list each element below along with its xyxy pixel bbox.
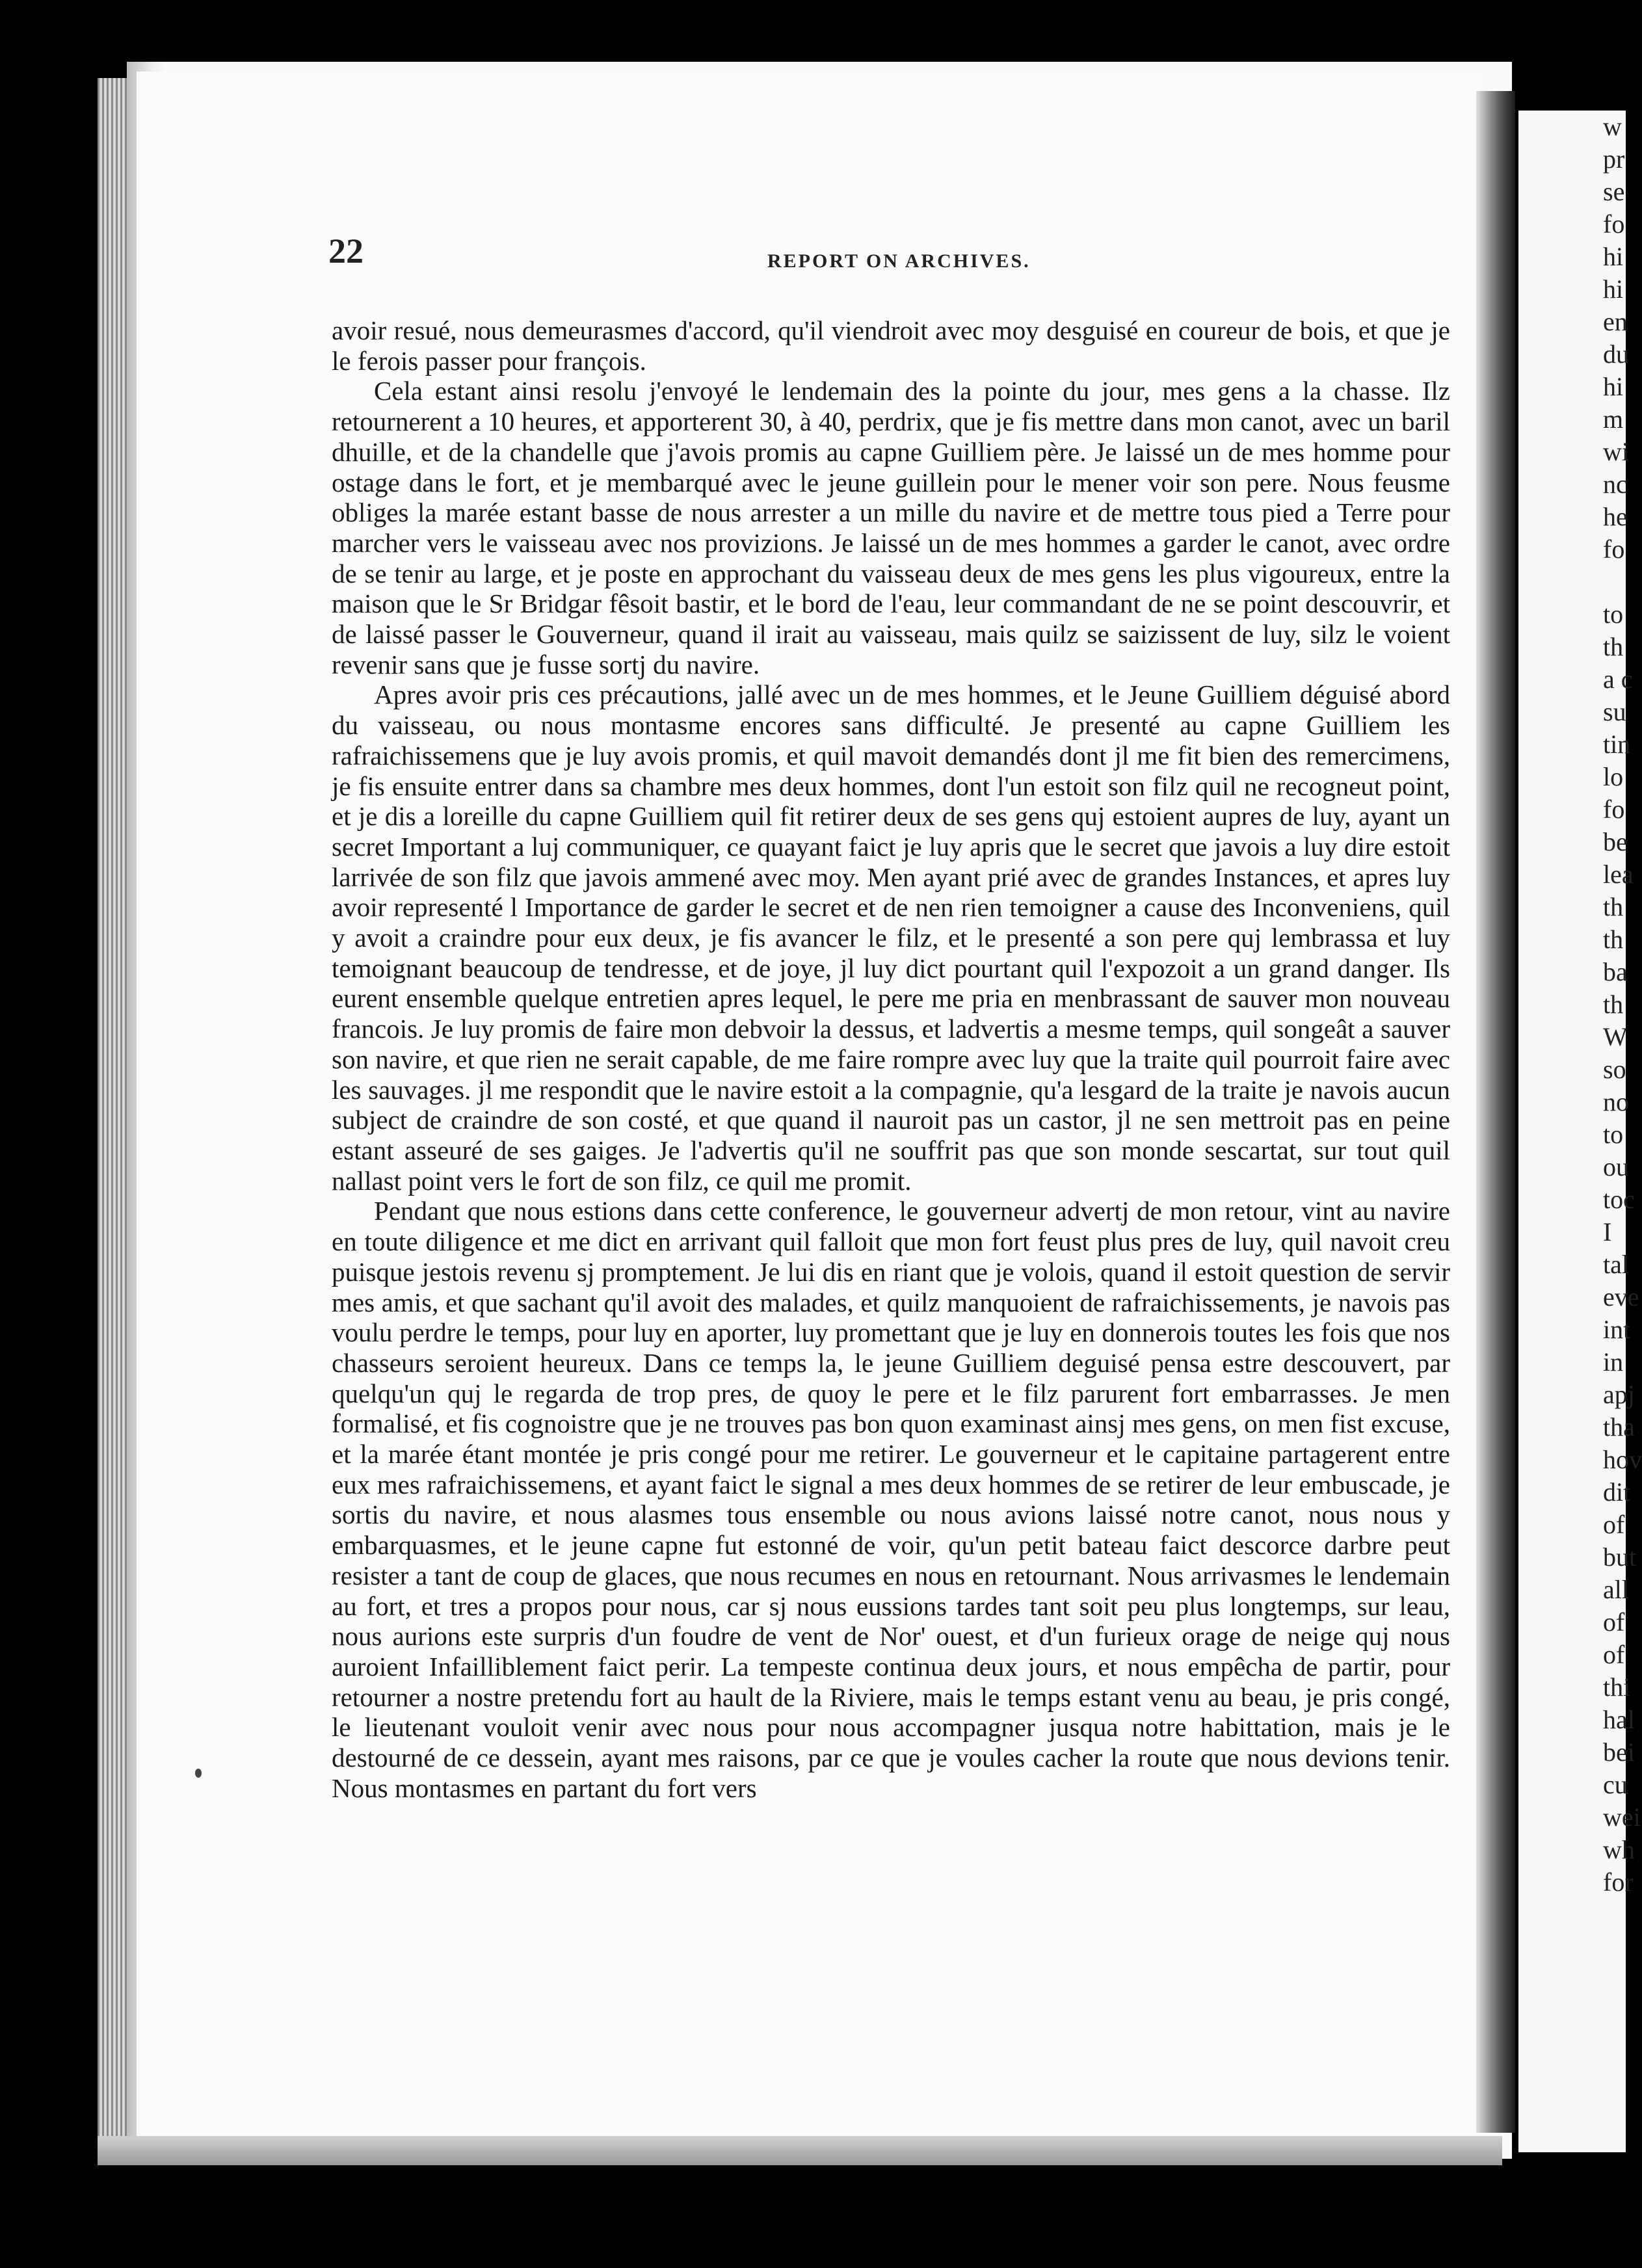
facing-page-fragment: wei [1603,1802,1641,1832]
facing-page-fragment: dit [1603,1477,1631,1507]
facing-page-fragment: nc [1603,469,1628,499]
facing-page-fragment: th [1603,925,1624,954]
facing-page-fragment: but [1603,1542,1637,1572]
facing-page-fragment: thi [1603,1672,1631,1702]
facing-page-fragment: lea [1603,860,1634,889]
book-gutter [1476,91,1515,2133]
paragraph: Apres avoir pris ces précautions, jallé avec un de mes hommes, et le Jeune Guilliem déguisé abord du vaisseau, ou nous montasme encores sans difficulté. Je presenté au capne Guilliem les rafraichissemens que je luy avois promis, et quil mavoit demandés dont jl me fit bien des remercimens, je fis ensuite entrer dans sa chambre mes deux hommes, dont l'un estoit son filz quil ne recogneut point, et je dis a loreille du capne Guilliem quil fit retirer deux de ses gens quj estoient aupres de luy, ayant un secret Important a luj communiquer, ce quayant faict je luy apris que le secret que javois a luy dire estoit larrivée de son filz que javois ammené avec moy. Men ayant prié avec de grandes Instances, et apres luy avoir representé l Importance de garder le secret et de nen rien temoigner a cause des Inconveniens, quil y avoit a craindre pour eux deux, je fis avancer le filz, et le presenté a son pere quj lembrassa et luy temoignant beaucoup de tendresse, et de joye, jl luy dict pourtant quil l'expozoit a un grand danger. Ils eurent ensemble quelque entretien apres lequel, le pere me pria en menbrassant de sauver mon nouveau francois. Je luy promis de faire mon debvoir la dessus, et ladvertis a mesme temps, quil songeât a sauver son navire, et que rien ne serait capable, de me faire rompre avec luy que la traite quil pourroit faire avec les sauvages. jl me respondit que le navire estoit a la compagnie, qu'a lesgard de la traite je navois aucun subject de craindre de son costé, et que quand il nauroit pas un castor, jl ne sen mettroit pas en peine estant asseuré de ses gaiges. Je l'advertis qu'il ne souffrit pas que son monde sescartat, sur tout quil nallast point vers le fort de son filz, ce quil me promit. [332,679,1450,1196]
facing-page-fragment: apj [1603,1380,1635,1409]
facing-page-fragment: pr [1603,144,1625,174]
facing-page-fragment: hi [1603,372,1624,401]
facing-page-fragment: so [1603,1055,1626,1084]
facing-page-fragment: fo [1603,534,1625,564]
body-text [332,315,1450,1803]
facing-page-fragments [1518,111,1642,1899]
facing-page-fragment: th [1603,892,1624,921]
facing-page-fragment: m [1603,404,1624,434]
paragraph: Cela estant ainsi resolu j'envoyé le lendemain des la pointe du jour, mes gens a la chasse. Ilz retournerent a 10 heures, et apporterent 30, à 40, perdrix, que je fis mettre dans mon canot, avec un baril dhuille, et de la chandelle que j'avois promis au capne Guilliem père. Je laissé un de mes homme pour ostage dans le fort, et je membarqué avec le jeune guillein pour le mener voir son pere. Nous feusme obliges la marée estant basse de nous arrester a un mille du navire et de mettre tous pied a Terre pour marcher vers le vaisseau avec nos provizions. Je laissé un de mes hommes a garder le canot, avec ordre de se tenir au large, et je poste en approchant du vaisseau deux de mes gens les plus vigoureux, entre la maison que le Sr Bridgar fêsoit bastir, et le bord de l'eau, leur commandant de ne se point descouvrir, et de laissé passer le Gouverneur, quand il irait au vaisseau, mais quilz se saizissent de luy, silz le voient revenir sans que je fusse sortj du navire. [332,376,1450,679]
ink-speck [195,1769,202,1778]
facing-page-fragment: a c [1603,665,1633,694]
facing-page-fragment: of [1603,1510,1625,1539]
facing-page-fragment: of [1603,1640,1625,1669]
facing-page-fragment: int [1603,1315,1631,1344]
facing-page-fragment: ba [1603,957,1628,986]
facing-page-fragment: for [1603,1867,1634,1897]
facing-page-fragment: eve [1603,1282,1639,1312]
facing-page-fragment: du [1603,339,1629,369]
facing-page-fragment: th [1603,990,1624,1019]
facing-page-fragment: w [1603,112,1622,141]
facing-page-fragment: toc [1603,1185,1635,1214]
facing-page-fragment: W [1603,1022,1628,1051]
facing-page-fragment: hal [1603,1705,1635,1734]
facing-page-fragment: en [1603,307,1628,336]
facing-page-fragment: tin [1603,730,1631,759]
paragraph: avoir resué, nous demeurasmes d'accord, qu'il viendroit avec moy desguisé en coureur de bois, et que je le ferois passer pour françois. [332,315,1450,376]
facing-page-fragment: se [1603,177,1625,206]
facing-page-fragment: no [1603,1087,1629,1116]
facing-page-fragment: cu [1603,1770,1628,1799]
facing-page-fragment: ou [1603,1152,1629,1181]
facing-page [1518,111,1642,2152]
facing-page-fragment: I [1603,1217,1612,1246]
facing-page-fragment: lo [1603,762,1624,791]
running-head [328,231,1434,270]
facing-page-fragment: th [1603,632,1624,661]
facing-page-fragment [1518,566,1626,598]
facing-page-fragment: tha [1603,1412,1635,1442]
facing-page-fragment: to [1603,1120,1624,1149]
facing-page-fragment: tal [1603,1250,1629,1279]
facing-page-fragment: of [1603,1607,1625,1637]
facing-page-fragment: hov [1603,1445,1642,1474]
page-header-title: REPORT ON ARCHIVES. [767,250,1031,272]
facing-page-fragment: to [1603,600,1624,629]
facing-page-fragment: fo [1603,795,1625,824]
page-number: 22 [328,231,364,270]
facing-page-fragment: hi [1603,274,1624,304]
paragraph: Pendant que nous estions dans cette conference, le gouverneur advertj de mon retour, vint au navire en toute diligence et me dict en arrivant quil falloit que mon fort feust plus pres de luy, quil navoit creu puisque jestois revenu sj promptement. Je lui dis en riant que je volois, quand il estoit question de servir mes amis, et que sachant qu'il avoit des malades, et quilz manquoient de rafraichissements, je navois pas voulu perdre le temps, pour luy en aporter, luy promettant que je luy en donnerois toutes les fois que nos chasseurs seroient heureux. Dans ce temps la, le jeune Guilliem deguisé pensa estre descouvert, par quelqu'un quj le regarda de trop pres, de quoy le pere et le filz parurent fort embarrasses. Je men formalisé, et fis cognoistre que je ne trouves pas bon quon examinast ainsj mes gens, on men fist excuse, et la marée étant montée je pris congé pour me retirer. Le gouverneur et le capitaine partagerent entre eux mes rafraichissemens, et ayant faict le signal a mes deux hommes de se retirer de leur embuscade, je sortis du navire, et nous alasmes tous ensemble ou nous avions laissé notre canot, nous nous y embarquasmes, et le jeune capne fut estonné de voir, qu'un petit bateau faict descorce darbre peut resister a tant de coup de glaces, que nous recumes en nous en retournant. Nous arrivasmes le lendemain au fort, et tres a propos pour nous, car sj nous eussions tardes tant soit peu plus longtemps, sur leau, nous aurions este surpris d'un foudre de vent de Nor' ouest, et d'un furieux orage de neige quj nous auroient Infailliblement faict perir. La tempeste continua deux jours, et nous empêcha de partir, pour retourner a nostre pretendu fort au hault de la Riviere, mais le temps estant venu au beau, je pris congé, le lieutenant vouloit venir avec nous pour nous accompagner jusqua notre habittation, mais je le destourné de ce dessein, ayant mes raisons, par ce que je voules cacher la route que nous devions tenir. Nous montasmes en partant du fort vers [332,1196,1450,1803]
facing-page-fragment: fo [1603,209,1625,239]
facing-page-fragment: in [1603,1347,1624,1377]
facing-page-fragment: su [1603,697,1626,726]
facing-page-fragment: hi [1603,242,1624,271]
facing-page-fragment: he [1603,502,1628,531]
facing-page-fragment: wh [1603,1835,1635,1864]
page-bottom-edge [98,2136,1502,2165]
facing-page-fragment: wi [1603,437,1629,466]
facing-page-fragment: bei [1603,1737,1635,1767]
facing-page-fragment: be [1603,827,1628,856]
facing-page-fragment: all [1603,1575,1629,1604]
